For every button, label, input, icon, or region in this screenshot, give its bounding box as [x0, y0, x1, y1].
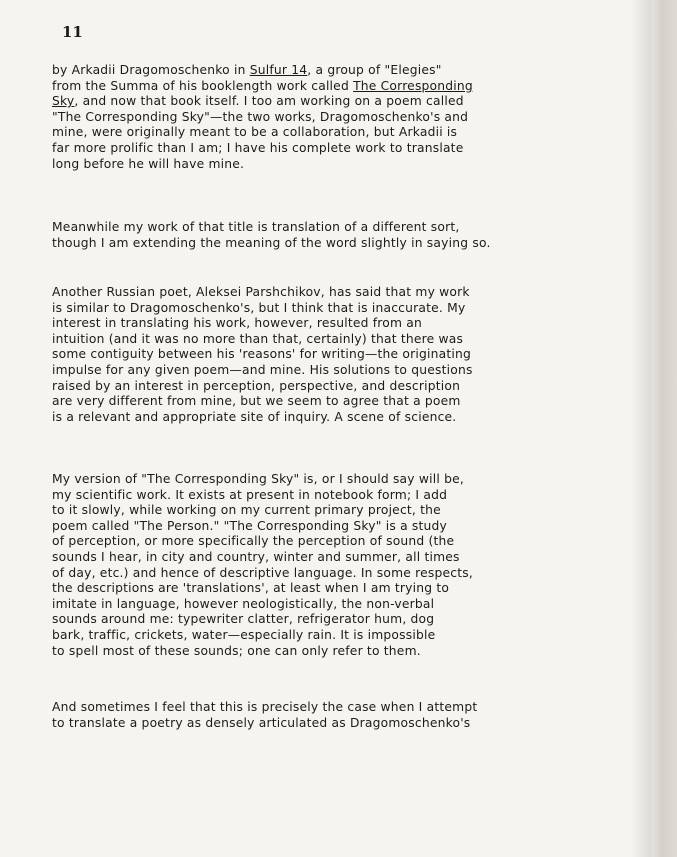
- text-segment: to spell most of these sounds; one can only refer to them.: [52, 643, 421, 658]
- text-line: [52, 503, 617, 519]
- text-segment: "The Corresponding Sky"—the two works, Dragomoschenko's and: [52, 109, 469, 124]
- text-line: [52, 79, 617, 95]
- text-segment: sounds around me: typewriter clatter, refrigerator hum, dog: [52, 612, 435, 627]
- text-segment: is a relevant and appropriate site of inquiry. A scene of science.: [52, 409, 457, 424]
- text-line: [52, 394, 617, 410]
- text-segment: imitate in language, however neologistically, the non-verbal: [52, 596, 435, 611]
- text-segment: long before he will have mine.: [52, 156, 245, 171]
- text-line: [52, 301, 617, 317]
- text-line: [52, 566, 617, 582]
- text-segment: though I am extending the meaning of the word slightly in saying so.: [52, 235, 491, 250]
- text-segment: raised by an interest in perception, perspective, and description: [52, 378, 461, 393]
- next-page-edge: [652, 0, 677, 857]
- text-line: [52, 534, 617, 550]
- text-line: [52, 410, 617, 426]
- text-segment: from the Summa of his booklength work called: [52, 78, 354, 93]
- text-segment: sounds I hear, in city and country, winter and summer, all times: [52, 549, 460, 564]
- text-line: [52, 332, 617, 348]
- text-line: [52, 581, 617, 597]
- text-line: [52, 63, 617, 79]
- text-segment: My version of "The Corresponding Sky" is, or I should say will be,: [52, 472, 464, 486]
- text-line: [52, 716, 617, 732]
- text-line: [52, 550, 617, 566]
- text-segment: intuition (and it was no more than that, certainly) that there was: [52, 331, 464, 346]
- paragraph-parshchikov: [52, 285, 617, 425]
- text-segment: by Arkadii Dragomoschenko in: [52, 63, 250, 77]
- text-segment: poem called "The Person." "The Corresponding Sky" is a study: [52, 518, 448, 533]
- text-segment: of day, etc.) and hence of descriptive language. In some respects,: [52, 565, 473, 580]
- text-segment: are very different from mine, but we seem to agree that a poem: [52, 394, 461, 409]
- text-segment: my scientific work. It exists at present in notebook form; I add: [52, 487, 448, 502]
- text-line: [52, 220, 617, 236]
- text-line: [52, 488, 617, 504]
- text-segment: to it slowly, while working on my current primary project, the: [52, 503, 441, 518]
- text-line: [52, 236, 617, 252]
- text-line: [52, 347, 617, 363]
- text-line: [52, 125, 617, 141]
- text-line: [52, 363, 617, 379]
- text-line: [52, 612, 617, 628]
- text-segment: far more prolific than I am; I have his complete work to translate: [52, 140, 464, 155]
- text-line: [52, 644, 617, 660]
- text-line: [52, 700, 617, 716]
- text-line: [52, 628, 617, 644]
- text-segment: of perception, or more specifically the perception of sound (the: [52, 534, 455, 549]
- text-segment: interest in translating his work, however, resulted from an: [52, 316, 422, 331]
- paragraph-scientific-work: [52, 472, 617, 659]
- text-line: [52, 379, 617, 395]
- text-segment: Another Russian poet, Aleksei Parshchikov, has said that my work: [52, 285, 470, 299]
- text-line: [52, 157, 617, 173]
- text-line: [52, 141, 617, 157]
- text-line: [52, 94, 617, 110]
- underlined-title: Sulfur 14: [249, 63, 308, 77]
- text-line: [52, 472, 617, 488]
- paragraph-sometimes: [52, 700, 617, 731]
- text-line: [52, 110, 617, 126]
- text-segment: some contiguity between his 'reasons' for writing—the originating: [52, 347, 471, 362]
- underlined-title: Sky: [52, 94, 75, 109]
- underlined-title: The Corresponding: [353, 78, 473, 93]
- text-segment: bark, traffic, crickets, water—especially rain. It is impossible: [52, 627, 436, 642]
- text-line: [52, 597, 617, 613]
- paragraph-meanwhile: [52, 220, 617, 251]
- text-segment: the descriptions are 'translations', at least when I am trying to: [52, 581, 450, 596]
- text-segment: And sometimes I feel that this is precisely the case when I attempt: [52, 700, 478, 714]
- text-segment: Meanwhile my work of that title is translation of a different sort,: [52, 220, 460, 234]
- page-number: 11: [62, 23, 83, 41]
- text-line: [52, 316, 617, 332]
- text-line: [52, 519, 617, 535]
- text-segment: to translate a poetry as densely articulated as Dragomoschenko's: [52, 715, 471, 730]
- text-segment: is similar to Dragomoschenko's, but I think that is inaccurate. My: [52, 300, 466, 315]
- text-line: [52, 285, 617, 301]
- page-gutter-shadow: [630, 0, 652, 857]
- text-segment: mine, were originally meant to be a collaboration, but Arkadii is: [52, 125, 458, 140]
- text-segment: impulse for any given poem—and mine. His solutions to questions: [52, 362, 473, 377]
- text-segment: , and now that book itself. I too am working on a poem called: [74, 94, 464, 109]
- text-segment: , a group of "Elegies": [307, 63, 442, 77]
- paragraph-elegies: [52, 63, 617, 172]
